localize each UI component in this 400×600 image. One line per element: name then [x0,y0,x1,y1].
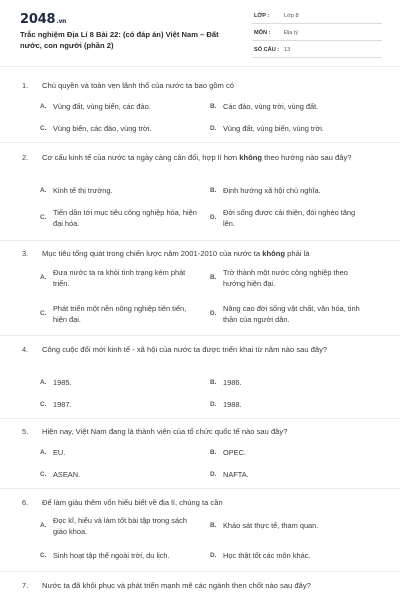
divider [0,571,400,572]
page-header [0,0,400,66]
meta-value: 13 [284,47,291,53]
question-text: Hiện nay, Việt Nam đang là thành viên của tổ chức quốc tế nào sau đây? [42,427,288,436]
question-text: Công cuộc đổi mới kinh tế - xã hội của nước ta được triển khai từ năm nào sau đây? [42,345,328,354]
divider [0,335,400,336]
question-text: Mục tiêu tổng quát trong chiến lược năm 2001-2010 của nước ta không phải là [42,249,310,258]
question-number: 2. [22,153,29,162]
logo-suffix-text: .vn [56,18,67,25]
question-number: 1. [22,81,29,90]
question-number: 3. [22,249,29,258]
meta-row-question-count [252,44,382,58]
meta-info-table [252,10,382,61]
site-logo[interactable] [20,12,66,27]
question-text: Cơ cấu kinh tế của nước ta ngày càng cân đối, hợp lí hơn không theo hướng nào sau đây? [42,153,352,162]
divider [0,66,400,67]
divider [0,418,400,419]
meta-row-grade [252,10,382,24]
meta-row-subject [252,27,382,41]
divider [0,142,400,143]
meta-label: SỐ CÂU : [254,47,280,53]
document-title: Trắc nghiệm Địa Lí 8 Bài 22: (có đáp án) Việt Nam – Đất nước, con người (phần 2) [20,30,219,50]
meta-label: LỚP : [254,13,270,19]
meta-label: MÔN : [254,30,271,36]
question-number: 4. [22,345,29,354]
divider [0,488,400,489]
logo-main-text: 2048 [20,12,56,27]
question-text: Nước ta đã khôi phục và phát triển mạnh mẽ các ngành then chốt nào sau đây? [42,581,311,590]
question-number: 6. [22,498,29,507]
question-number: 5. [22,427,29,436]
question-text: Để làm giàu thêm vốn hiểu biết về địa lí, chúng ta cần [42,498,223,507]
question-text: Chủ quyền và toàn vẹn lãnh thổ của nước ta bao gồm có [42,81,235,90]
question-number: 7. [22,581,29,590]
divider [0,240,400,241]
meta-value: Lớp 8 [284,13,299,19]
meta-value: Địa lý [284,30,298,36]
